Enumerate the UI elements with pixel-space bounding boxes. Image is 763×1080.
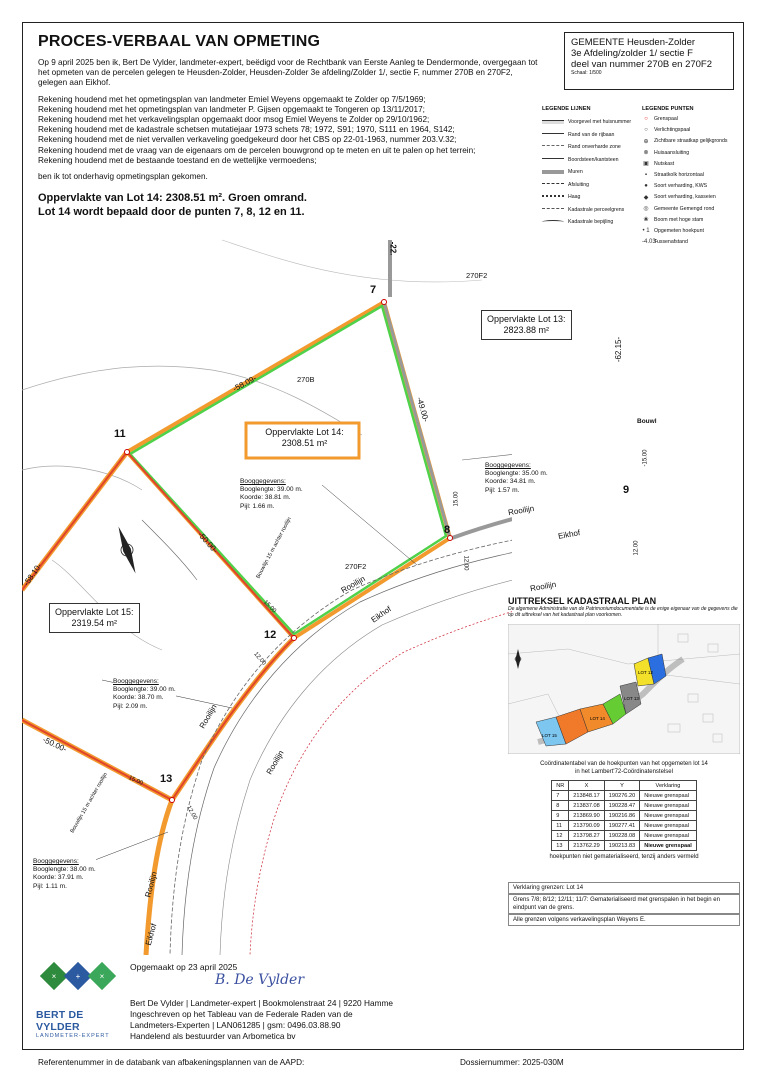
legend-point-item <box>642 216 703 224</box>
dim-15-right: -15.00 <box>642 449 649 467</box>
lot13-label-line-2: 2823.88 m² <box>503 325 550 335</box>
coordinate-cell: 190228.47 <box>604 801 639 811</box>
legend-line-symbol <box>542 220 564 224</box>
legend-point-symbol: ▣ <box>643 161 649 168</box>
wall-7-8 <box>384 302 450 538</box>
legend-point-item <box>642 205 714 213</box>
coordinate-cell: 213848.17 <box>569 791 604 801</box>
coords-note: hoekpunten niet gematerialiseerd, tenzij anders vermeld <box>549 854 699 860</box>
dim-15-12: 15.00 <box>262 599 277 615</box>
legend-line-item <box>542 143 621 151</box>
gemeente-line-3: deel van nummer 270B en 270F2 <box>571 59 713 70</box>
bouwlijn-label-2: Bouwlijn 15 m achter rooilijn <box>69 771 109 835</box>
legend-point-symbol: ◎ <box>643 206 649 213</box>
point-8-label: 8 <box>444 524 451 536</box>
legend-line-label: Kadastrale perceelgrens <box>568 206 625 213</box>
legend-line-item <box>542 181 589 189</box>
street-rooilijn-5: Rooilijn <box>264 748 286 777</box>
coords-header-verklaring: Verklaring <box>640 781 697 791</box>
grenspaal-marker <box>448 536 453 541</box>
coordinate-cell: 7 <box>552 791 569 801</box>
logo-name: BERT DE VYLDER <box>36 1009 84 1033</box>
kadaster-mini-map <box>508 624 740 754</box>
street-rooilijn-4: Rooilijn <box>197 702 219 731</box>
intro-text <box>38 58 538 188</box>
lot15-label-line-2: 2319.54 m² <box>71 618 118 628</box>
booggegevens-4 <box>33 858 96 891</box>
legend-line-symbol <box>542 183 564 187</box>
coordinate-cell: 11 <box>552 821 569 831</box>
street-eikhof-3: Eikhof <box>143 922 159 947</box>
legend-point-label: Opgemeten hoekpunt <box>654 228 704 234</box>
coordinate-row <box>552 841 697 851</box>
address-line-1: Bert De Vylder | Landmeter-expert | Bookmolenstraat 24 | 9220 Hamme <box>130 998 394 1008</box>
booggegevens-1 <box>485 462 548 495</box>
legend-point-label: Straatkolk horizontaal <box>654 172 704 178</box>
signature: B. De Vylder <box>215 972 305 988</box>
legend-line-item <box>542 156 618 164</box>
legend-line-symbol <box>542 195 564 200</box>
legend-line-symbol <box>542 208 564 212</box>
legend-line-symbol <box>542 120 564 124</box>
wall-8-9 <box>452 495 512 538</box>
legend-point-item <box>642 115 678 123</box>
legend-line-item <box>542 131 614 139</box>
logo-subtitle: LANDMETER-EXPERT <box>36 1033 110 1039</box>
uittreksel-subtitle: De algemene Administratie van de Patrimoniumdocumentatie is de enige eigenaar van de gegevens die op dit uittreksel van het kadastraal plan voorkomen. <box>508 606 738 618</box>
dim-15-13: 15.00 <box>127 775 144 787</box>
legend-point-item <box>642 227 704 235</box>
street-rooilijn-1: Rooilijn <box>507 503 535 518</box>
lot14-heading <box>38 191 307 219</box>
legend-point-item <box>642 182 707 190</box>
dossier-number: Dossiernummer: 2025-030M <box>460 1058 564 1067</box>
lot14-label-line-2: 2308.51 m² <box>281 438 328 448</box>
boog4-pijl: Pijl: 1.11 m. <box>33 882 67 890</box>
grenspaal-marker <box>170 798 175 803</box>
parcel-270f2: 270F2 <box>345 562 367 571</box>
lot14-outer <box>127 302 450 638</box>
point-13-label: 13 <box>160 773 173 785</box>
boog1-title: Booggegevens: <box>485 462 531 469</box>
point-9-label: 9 <box>623 484 630 496</box>
boog1-koorde: Koorde: 34.81 m. <box>485 478 536 486</box>
intro-paragraph-3: ben ik tot onderhavig opmetingsplan gekomen. <box>38 172 208 182</box>
coordinate-cell: 13 <box>552 841 569 851</box>
address-line-4: Handelend als bestuurder van Arbometica bv <box>130 1031 296 1041</box>
boog3-koorde: Koorde: 38.70 m. <box>113 694 164 702</box>
booggegevens-2 <box>240 478 303 511</box>
coordinate-row <box>552 831 697 841</box>
legend-line-label: Haag <box>568 194 581 200</box>
grenspaal-marker <box>382 300 387 305</box>
terrain-line <box>222 240 482 282</box>
opgemaakt-date: Opgemaakt op 23 april 2025 <box>130 962 238 972</box>
page-title: PROCES-VERBAAL VAN OPMETING <box>38 33 321 50</box>
coords-caption-1: Coördinatentabel van de hoekpunten van het opgemeten lot 14 <box>540 761 708 767</box>
booggegevens-3 <box>113 678 176 711</box>
legend-point-label: Zichtbare straatkap gelijkgronds <box>654 138 728 145</box>
legend-line-item <box>542 193 580 201</box>
company-logo <box>36 958 120 1039</box>
legend-point-symbol: ● <box>644 183 648 190</box>
coordinate-table-body <box>552 791 697 851</box>
coordinate-cell: 213798.27 <box>569 831 604 841</box>
north-arrow-icon <box>113 524 141 575</box>
legend-line-symbol <box>542 145 564 149</box>
road-edge <box>182 532 512 955</box>
boog3-lengte: Booglengte: 39.00 m. <box>113 686 176 694</box>
mini-label-lot12: LOT 12 <box>638 670 653 675</box>
boog1-pijl: Pijl: 1.57 m. <box>485 486 520 494</box>
coordinate-cell: 213869.90 <box>569 811 604 821</box>
lot13-label-line-1: Oppervlakte Lot 13: <box>487 314 566 324</box>
svg-text:+: + <box>75 972 81 981</box>
legend-point-label: Soort verharding, kasseien <box>654 194 716 201</box>
coordinate-cell: 190228.08 <box>604 831 639 841</box>
street-rooilijn-3: Rooilijn <box>529 579 557 594</box>
survey-map <box>22 220 512 955</box>
legend-line-item <box>542 218 613 226</box>
svg-text:×: × <box>51 972 57 981</box>
legend-line-symbol <box>542 133 564 137</box>
uittreksel-title: UITTREKSEL KADASTRAAL PLAN <box>508 596 657 606</box>
boog2-title: Booggegevens: <box>240 478 286 485</box>
surveyor-address <box>130 998 393 1042</box>
reference-number: Referentenummer in de databank van afbakeningsplannen van de AAPD: <box>38 1058 305 1067</box>
legend-point-symbol: ◆ <box>643 194 649 201</box>
legend-point-label: Boom met hoge stam <box>654 216 704 223</box>
legend-point-label: Gemeente Gemengd rond <box>654 205 715 212</box>
coords-caption-2: in het Lambert'72-Coördinatenstelsel <box>575 769 673 775</box>
dim-7-11: -58.09- <box>231 373 258 394</box>
point-12-label: 12 <box>264 629 277 641</box>
legend-point-item <box>642 238 688 246</box>
boog4-lengte: Booglengte: 38.00 m. <box>33 866 96 874</box>
survey-points <box>125 300 513 803</box>
lot15-front <box>172 638 294 800</box>
logo-diamonds-icon <box>36 958 120 1002</box>
coordinate-cell: 190277.41 <box>604 821 639 831</box>
verklaring-alle: Alle grenzen volgens verkavelingsplan Weyens E. <box>508 914 740 926</box>
coordinate-table-section <box>508 760 740 860</box>
legend-point-label: Verlichtingspaal <box>654 127 691 134</box>
svg-text:×: × <box>99 972 105 981</box>
coordinate-cell: 190216.86 <box>604 811 639 821</box>
dim-lot15-top: -58.10- <box>21 561 44 588</box>
dim-7-8: -49.00- <box>414 396 431 423</box>
road-edge <box>220 555 512 955</box>
coordinate-cell: 9 <box>552 811 569 821</box>
terrain-line <box>22 466 142 490</box>
boog2-pijl: Pijl: 1.66 m. <box>240 502 275 510</box>
street-rooilijn-6: Rooilijn <box>143 870 159 899</box>
bouwlijn-label-1: Bouwlijn 15 m achter rooilijn <box>255 516 293 580</box>
coordinate-row <box>552 791 697 801</box>
parcel-270f2-top: 270F2 <box>466 271 488 280</box>
dim-12-road-2: 12.00 <box>633 540 640 556</box>
legend-point-symbol: ⊕ <box>643 138 649 145</box>
point-7-label: 7 <box>370 284 377 296</box>
legend-line-symbol <box>542 170 564 174</box>
legend-point-label: Tussenafstand <box>654 239 688 246</box>
coordinate-cell: 213837.08 <box>569 801 604 811</box>
legend-line-label: Rand van de rijbaan <box>568 131 615 138</box>
coordinate-cell: 213762.29 <box>569 841 604 851</box>
legend-point-item <box>642 137 728 145</box>
coordinate-cell: 190276.20 <box>604 791 639 801</box>
street-rooilijn-2: Rooilijn <box>339 574 367 595</box>
lot15-label-line-1: Oppervlakte Lot 15: <box>55 607 134 617</box>
verklaring-grens: Grens 7/8; 8/12; 12/11; 11/7: Gematerialiseerd met grenspalen in het begin en eindpunt van de grens. <box>508 894 740 914</box>
legend-point-item <box>642 171 704 179</box>
gemeente-schaal: Schaal: 1/500 <box>571 70 602 76</box>
verklaring-grenzen <box>508 882 740 926</box>
legend-point-symbol: ○ <box>644 127 648 134</box>
lot14-heading-line-2: Lot 14 wordt bepaald door de punten 7, 8, 12 en 11. <box>38 206 305 218</box>
legend-line-item <box>542 206 624 214</box>
gemeente-box <box>564 32 734 90</box>
legend-line-label: Afsluiting <box>568 181 590 188</box>
lot14-heading-line-1: Oppervlakte van Lot 14: 2308.51 m². Groen omrand. <box>38 192 307 204</box>
point-11-label: 11 <box>114 428 126 440</box>
boog1-lengte: Booglengte: 35.00 m. <box>485 470 548 478</box>
gemeente-line-1: GEMEENTE Heusden-Zolder <box>571 37 696 48</box>
address-line-3: Landmeters-Experten | LAN061285 | gsm: 0496.03.88.90 <box>130 1020 341 1030</box>
coords-header-x: X <box>569 781 604 791</box>
bouwlijn-line <box>462 440 512 460</box>
boog2-koorde: Koorde: 38.81 m. <box>240 494 291 502</box>
dim-12-road-3: 12.00 <box>252 651 267 667</box>
intro-paragraph-1: Op 9 april 2025 ben ik, Bert De Vylder, landmeter-expert, beëdigd voor de Rechtbank van Eerste Aanleg te Dendermonde, overgegaan tot het opmeten van de percelen gelegen te Heusden-Zolder, Heusden-Zolder 3e afdeling/Zolder 1/, sectie F, nummer 270B en 270F2, gelegen aan Eikhof. <box>38 58 538 88</box>
coordinate-row <box>552 821 697 831</box>
dim-12-road-1: 12.00 <box>462 555 469 571</box>
legend-line-label: Rand onverharde zone <box>568 144 621 150</box>
legend-point-item <box>642 149 689 157</box>
lot15-label <box>49 603 140 633</box>
legend-point-symbol: ❀ <box>643 217 649 224</box>
legend-point-item <box>642 126 690 134</box>
legend-lijnen-title: LEGENDE LIJNEN <box>542 106 591 112</box>
coordinate-cell: 190213.83 <box>604 841 639 851</box>
leader-line <box>322 485 417 565</box>
legend-point-label: Huisaansluiting <box>654 149 690 156</box>
boog3-title: Booggegevens: <box>113 678 159 685</box>
coordinate-cell: Nieuwe grenspaal <box>640 801 697 811</box>
legend-line-item <box>542 118 631 126</box>
coordinate-cell: Nieuwe grenspaal <box>640 831 697 841</box>
uittreksel-kadastraal-plan <box>508 596 740 754</box>
street-eikhof-2: Eikhof <box>369 604 393 625</box>
dim-15-8: 15.00 <box>453 491 460 507</box>
dim-lot15-bottom: -50.00- <box>41 735 69 754</box>
coordinate-cell: Nieuwe grenspaal <box>640 841 697 851</box>
coordinate-cell: 8 <box>552 801 569 811</box>
dim-9-top: -62.15- <box>614 336 624 363</box>
lot13-label <box>481 310 572 340</box>
legend-point-symbol: -4.03- <box>642 239 658 246</box>
bouwlijn-line <box>142 520 197 580</box>
legend-line-symbol <box>542 158 564 162</box>
coordinate-cell: Nieuwe grenspaal <box>640 811 697 821</box>
legend-point-label: Grenspaal <box>654 116 678 122</box>
dim-11-12: -50.00- <box>195 530 220 555</box>
legend-line-label: Muren <box>568 169 583 175</box>
legend-point-item <box>642 193 716 201</box>
legend-point-label: Nutskast <box>654 160 675 167</box>
address-line-2: Ingeschreven op het Tableau van de Federale Raden van de <box>130 1009 353 1019</box>
dim-top-22: -22. <box>388 241 398 256</box>
boog4-koorde: Koorde: 37.91 m. <box>33 874 84 882</box>
mini-label-lot14: LOT 14 <box>590 716 605 721</box>
lot14-label-line-1: Oppervlakte Lot 14: <box>265 427 344 437</box>
street-eikhof-1: Eikhof <box>557 528 581 541</box>
legend-point-label: Soort verharding, KWS <box>654 183 708 190</box>
mini-label-lot13: LOT 13 <box>624 696 639 701</box>
grenspaal-marker <box>125 450 130 455</box>
legend-punten-title: LEGENDE PUNTEN <box>642 106 694 112</box>
coordinate-table <box>551 780 697 851</box>
verklaring-title: Verklaring grenzen: Lot 14 <box>508 882 740 894</box>
parcel-270b: 270B <box>297 375 315 384</box>
coordinate-cell: Nieuwe grenspaal <box>640 791 697 801</box>
boog3-pijl: Pijl: 2.09 m. <box>113 702 148 710</box>
legend <box>538 106 738 276</box>
coords-header-y: Y <box>604 781 639 791</box>
coordinate-cell: 213790.09 <box>569 821 604 831</box>
legend-point-symbol: ▪ <box>644 172 648 178</box>
legend-point-symbol: ⊗ <box>643 150 649 157</box>
gemeente-line-2: 3e Afdeling/zolder 1/ sectie F <box>571 48 693 59</box>
bouwlijn-label-3: Bouwl <box>637 418 657 425</box>
lot14-label <box>248 427 361 449</box>
legend-point-symbol: • 1 <box>642 228 650 234</box>
coords-header-nr: NR <box>552 781 569 791</box>
boog2-lengte: Booglengte: 39.00 m. <box>240 486 303 494</box>
mini-label-lot15: LOT 15 <box>542 733 557 738</box>
coordinate-row <box>552 811 697 821</box>
intro-paragraph-2: Rekening houdend met het opmetingsplan van landmeter Emiel Weyens opgemaakt te Zolder op 7/5/1969; Rekening houdend met het opmetingsplan van landmeter P. Gijsen opgemaakt te Tongeren op 13/11/2017; Rekening houdend met het verkavelingsplan opgemaakt door msog Emiel Weyens te Zolder op 29/10/1962; Rekening houdend met de kadastrale schetsen mutatiejaar 1973 schets 78; 1972, S91; 1970, S111 en 1964, S142; Rekening houdend met de niet vervallen verkaveling goedgekeurd door het CBS op 22-01-1963, nummer 203.V.32; Rekening houdend met de vraag van de eigenaars om de percelen bouwgrond op te meten en uit te palen op het terrein; Rekening houdend met de bestaande toestand en de wettelijke vermoedens; <box>38 94 476 165</box>
coordinate-cell: Nieuwe grenspaal <box>640 821 697 831</box>
legend-line-item <box>542 168 583 176</box>
legend-line-label: Voorgevel met huisnummer <box>568 119 632 125</box>
legend-point-item <box>642 160 674 168</box>
legend-line-label: Kadastrale bepijling <box>568 219 614 225</box>
coordinate-cell: 12 <box>552 831 569 841</box>
grenspaal-marker <box>292 636 297 641</box>
legend-point-symbol: ○ <box>644 116 648 122</box>
coordinate-row <box>552 801 697 811</box>
dim-12-road-4: 12.00 <box>185 804 198 822</box>
boog4-title: Booggegevens: <box>33 858 79 865</box>
legend-line-label: Boordsteen/kantsteen <box>568 156 619 163</box>
